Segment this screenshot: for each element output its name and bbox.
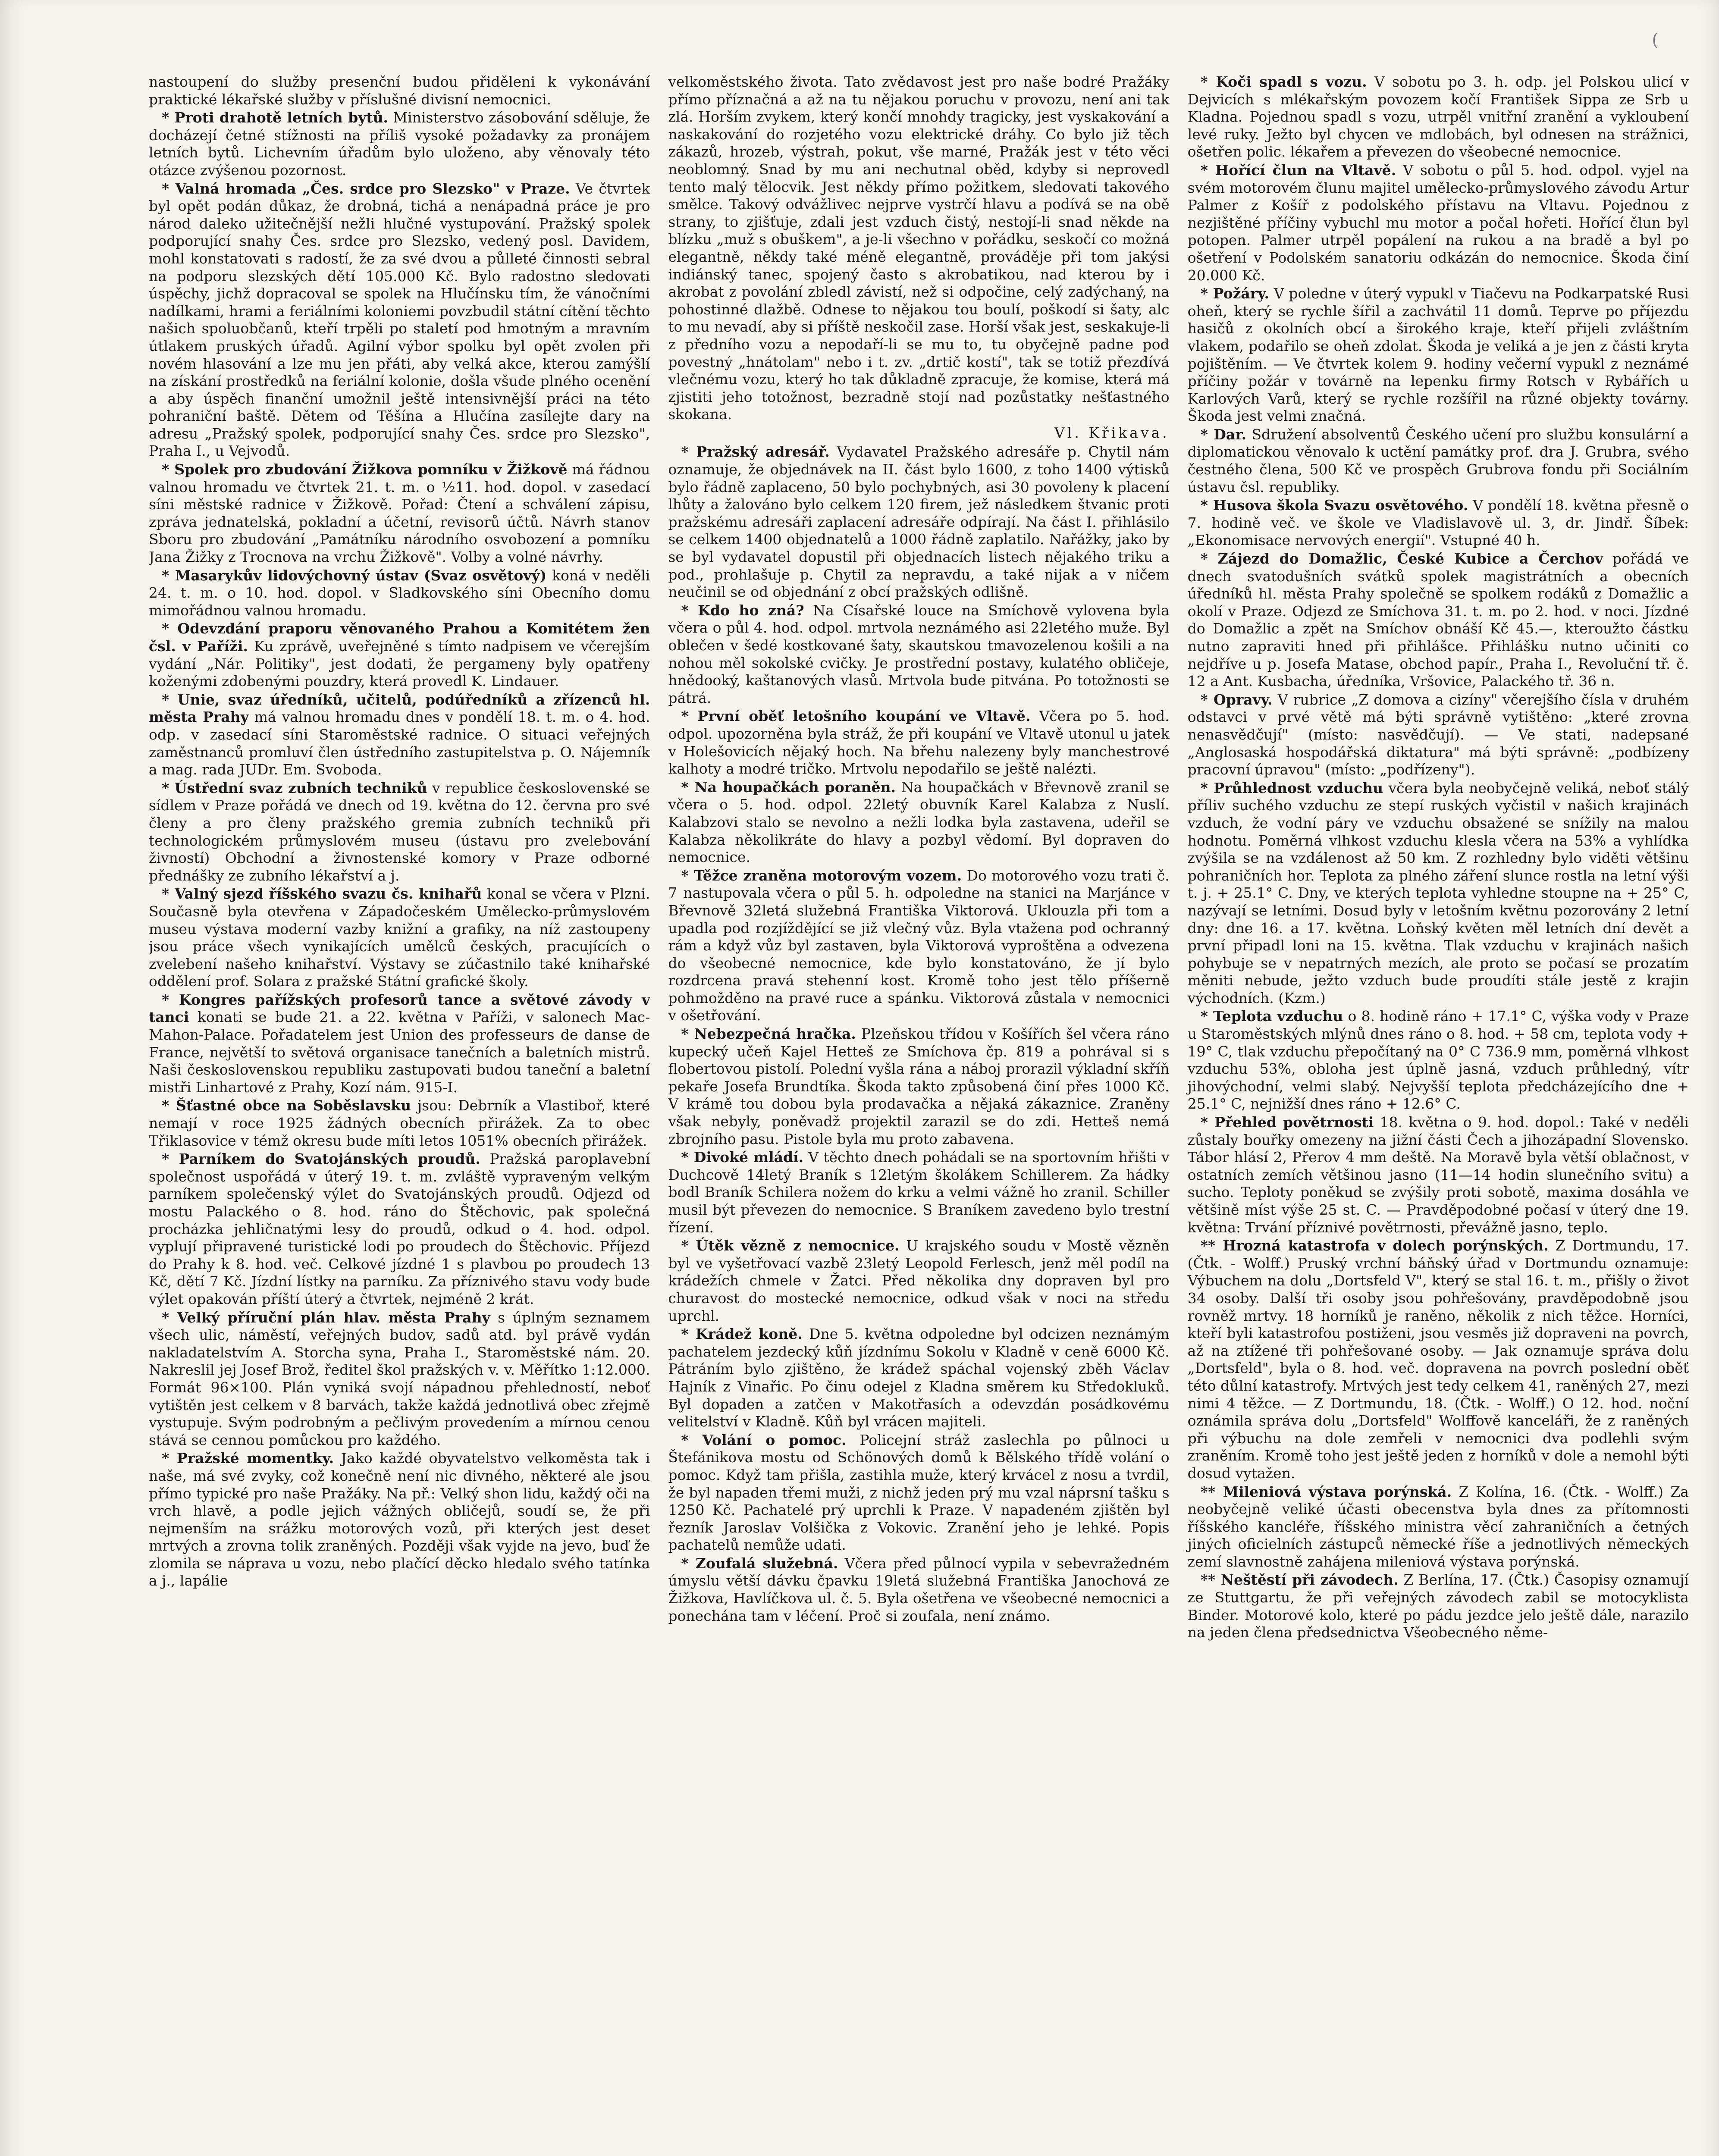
news-item xyxy=(668,1149,1169,1236)
news-item xyxy=(668,1237,1169,1325)
news-item-text: Na houpačkách v Břevnově zranil se včera o 5. hod. odpol. 22letý obuvník Karel Kalabza z Nuslí. Kalabzovi stalo se nevolno a nežli lodka byla zastavena, udeřil se Kalabza několikráte do hlavy a pozbyl vědomí. Byl dopraven do nemocnice. xyxy=(668,778,1170,866)
corner-mark: ( xyxy=(1652,30,1659,50)
news-item-heading: * Opravy. xyxy=(1200,691,1273,708)
news-item-heading: * Valná hromada „Čes. srdce pro Slezsko" v Praze. xyxy=(162,180,570,197)
news-item xyxy=(668,1025,1169,1148)
news-item xyxy=(149,991,650,1097)
news-item-text: Z Berlína, 17. (Čtk.) Časopisy oznamují ze Stuttgartu, že při veřejných závodech zabil se motocyklista Binder. Motorové kolo, které po pádu jezdce jelo ještě dále, narazilo na jeden člena předsednictva Všeobecného něme- xyxy=(1187,1571,1689,1641)
column-1 xyxy=(149,73,650,2156)
news-item-text: Z Kolína, 16. (Čtk. - Wolff.) Za neobyčejně veliké účasti obecenstva byla dnes za přítomnosti říšského kancléře, říšského ministra věcí zahraničních a četných jiných oficielních zástupců německé říše a jednotlivých německých zemí slavnostně zahájena mileniová výstava porýnská. xyxy=(1187,1483,1689,1570)
news-item-heading: ** Mileniová výstava porýnská. xyxy=(1200,1483,1452,1500)
column-3 xyxy=(1185,73,1689,2156)
news-item xyxy=(668,602,1169,707)
news-item-text: Dne 5. května odpoledne byl odcizen neznámým pachatelem jezdecký kůň jízdnímu Sokolu v Kladně v ceně 6000 Kč. Pátráním bylo zjištěno, že krádež spáchal vojenský zběh Václav Hajník z Vinařic. Po činu odejel z Kladna směrem ku Středokluků. Byl dopaden a zatčen v Makotřasích a odevzdán posádkovému velitelství v Kladně. Kůň byl vrácen majiteli. xyxy=(668,1326,1170,1430)
news-item-text: Pražská paroplavební společnost uspořádá v úterý 19. t. m. zvláště vypraveným velkým parníkem společenský výlet do Svatojánských proudů. Odjezd od mostu Palackého o 8. hod. ráno do Štěchovic, pak společná procházka jehličnatými lesy do proudů, odkud o 4. hod. odpol. vyplují připravené turistické lodi po proudech do Štěchovic. Příjezd do Prahy k 8. hod. več. Celkové jízdné 1 s plavbou po proudech 13 Kč, dětí 7 Kč. Jízdní lístky na parníku. Za příznivého stavu vody bude výlet opakován příští úterý a čtvrtek, nejméně 2 krát. xyxy=(149,1150,650,1307)
news-item xyxy=(1188,426,1689,496)
news-item-heading: * Šťastné obce na Soběslavsku xyxy=(162,1097,411,1114)
article-columns xyxy=(149,73,1689,2156)
news-item xyxy=(149,691,650,779)
news-item-text: v republice československé se sídlem v Praze pořádá ve dnech od 19. května do 12. června pro své členy a pro členy pražského gremia zubních techniků při technologickém průmyslovém museu (ústavu pro zvelebování živností) Obchodní a živnostenské komory v Praze odborné přednášky ze zubního lékařství a j. xyxy=(149,779,650,884)
news-item-text: V sobotu o půl 5. hod. odpol. vyjel na svém motorovém člunu majitel umělecko-průmyslového závodu Artur Palmer z Košíř z podolského přístavu na Vltavu. Pojednou z nezjištěné příčiny vybuchl mu motor a počal hořeti. Hořící člun byl potopen. Palmer utrpěl popálení na rukou a na bradě a byl po ošetření v Podolském sanatoriu odkázán do nemocnice. Škoda činí 20.000 Kč. xyxy=(1187,161,1689,284)
news-item-text: V sobotu po 3. h. odp. jel Polskou ulicí v Dejvicích s mlékařským povozem kočí František Sippa ze Srb u Kladna. Pojednou spadl s vozu, utrpěl vnitřní zranění a vykloubení levé ruky. Ježto byl chycen ve mdlobách, byl odnesen na strážnici, ošetřen polic. lékařem a převezen do všeobecné nemocnice. xyxy=(1187,73,1689,160)
news-item-heading: * Na houpačkách poraněn. xyxy=(681,778,896,796)
news-item xyxy=(1188,1008,1689,1113)
news-item-heading: * Spolek pro zbudování Žižkova pomníku v Žižkově xyxy=(162,461,568,478)
news-item-heading: * První oběť letošního koupání ve Vltavě. xyxy=(681,708,1031,725)
news-item xyxy=(149,1450,650,1590)
news-item xyxy=(1188,550,1689,690)
news-item xyxy=(149,1150,650,1308)
news-item-text: V pondělí 18. května přesně o 7. hodině več. ve škole ve Vladislavově ul. 3, dr. Jindř. Šíbek: „Ekonomisace nervových energií". Vstupné 40 h. xyxy=(1187,497,1689,549)
news-item-text: 18. května o 9. hod. dopol.: Také v neděli zůstaly bouřky omezeny na jižní části Čech a jihozápadní Slovensko. Tábor hlásí 2, Přerov 4 mm deště. Na Moravě byla větší oblačnost, v ostatních zemích většinou jasno (11—14 hodin slunečního svitu) a sucho. Teploty poněkud se zvýšily proti sobotě, maxima dosáhla ve většině míst výše 25 st. C. — Pravděpodobné počasí v úterý dne 19. května: Trvání příznivé povětrnosti, převážně jasno, teplo. xyxy=(1187,1114,1689,1236)
news-item xyxy=(149,1097,650,1150)
news-item xyxy=(149,1309,650,1449)
news-item-text: Plzeňskou třídou v Košířích šel včera ráno kupecký učeň Kajel Hetteš ze Smíchova čp. 819 a pohrával si s flobertovou pistolí. Polední vyšla rána a náboj prorazil výkladní skříň pekaře Josefa Brundtíka. Škoda takto způsobená činí přes 1000 Kč. V krámě tou dobou byla prodavačka a nějaká zákaznice. Zraněny však nebyly, poněvadž projektil zarazil se do zdi. Hetteš nemá zbrojního pasu. Pistole byla mu proto zabavena. xyxy=(668,1025,1170,1147)
news-item xyxy=(149,109,650,179)
news-item-text: Včera před půlnocí vypila v sebevražedném úmyslu větší dávku čpavku 19letá služebná Františka Janochová ze Žižkova, Havlíčkova ul. č. 5. Byla ošetřena ve všeobecné nemocnici a ponechána tam v léčení. Proč si zoufala, není známo. xyxy=(668,1554,1170,1624)
news-item xyxy=(1188,780,1689,1007)
column-2 xyxy=(665,73,1169,2156)
news-item-heading: * Unie, svaz úředníků, učitelů, podúředníků a zřízenců hl. města Prahy xyxy=(149,691,650,726)
news-item-heading: * Požáry. xyxy=(1200,285,1270,302)
news-item-text: Ku zprávě, uveřejněné s tímto nadpisem ve včerejším vydání „Nár. Politiky", jest dodati, že pergameny byly opatřeny koženými zdobenými pouzdry, která provedl K. Lindauer. xyxy=(149,638,650,690)
news-item-text: Sdružení absolventů Českého učení pro službu konsulární a diplomatickou věnovalo k uctění památky prof. dra J. Grubra, svého čestného člena, 500 Kč ve prospěch Grubrova fondu při Sociálním ústavu čsl. republiky. xyxy=(1187,426,1689,495)
news-item-heading: * Odevzdání praporu věnovaného Prahou a Komitétem žen čsl. v Paříži. xyxy=(149,620,650,655)
news-item-text: Včera po 5. hod. odpol. upozorněna byla stráž, že při koupání ve Vltavě utonul u jatek v Holešovicích nějaký hoch. Na břehu nalezeny byly manchestrové kalhoty a modré tričko. Mrtvolu nepodařilo se ještě nalézti. xyxy=(668,708,1170,777)
news-item-text: Z Dortmundu, 17. (Čtk. - Wolff.) Pruský vrchní báňský úřad v Dortmundu oznamuje: Výbuchem na dolu „Dortsfeld V", který se stal 16. t. m., přišly o život 34 osoby. Další tři osoby jsou pohřešovány, pravděpodobně jsou rovněž mrtvy. 18 horníků je raněno, několik z nich těžce. Horníci, kteří byli katastrofou postiženi, jsou vesměs již dopraveni na povrch, až na ztížené tři pohřešované osoby. — Jak oznamuje správa dolu „Dortsfeld", byla o 8. hod. več. dopravena na povrch poslední oběť této důlní katastrofy. Mrtvých jest tedy celkem 41, raněných 27, mezi nimi 4 těžce. — Z Dortmundu, 18. (Čtk. - Wolff.) O 12. hod. noční oznámila správa dolu „Dortsfeld" Wolffově kanceláři, že z raněných při výbuchu na dole zemřeli v nemocnici dva podlehli svým zraněním. Kromě toho jest ještě jeden z horníků v dole a nemohl býti dosud vytažen. xyxy=(1187,1237,1689,1482)
news-item-text: Ve čtvrtek byl opět podán důkaz, že drobná, tichá a nenápadná práce je pro národ daleko užitečnější nežli hlučné vystupování. Pražský spolek podporující snahy Čes. srdce pro Slezsko, vedený posl. Davidem, mohl konstatovati s radostí, že za své dvou a půlleté činnosti sebral na podporu slezských dětí 105.000 Kč. Bylo radostno sledovati úspěchy, jichž dopracoval se spolek na Hlučínsku tím, že vánočními nadílkami, hrami a feriálními koloniemi povzbudil státní cítění těchto našich spoluobčanů, kteří trpěli po staletí pod hmotným a mravním útlakem pruských úřadů. Agilní výbor spolku byl opět zvolen při novém hlasování a lze mu jen přáti, aby velká akce, kterou zamýšlí na získání prostředků na feriální kolonie, došla všude plného ocenění a aby úspěch finanční umožnil ještě intensivnější práci na této pohraniční baště. Dětem od Těšína a Hlučína zasílejte dary na adresu „Pražský spolek, podporující snahy Čes. srdce pro Slezsko", Praha I., u Vejvodů. xyxy=(149,180,650,460)
news-item xyxy=(1188,1571,1689,1641)
news-item xyxy=(1188,691,1689,779)
news-item xyxy=(1188,1114,1689,1236)
news-item xyxy=(1188,1483,1689,1571)
news-item xyxy=(149,620,650,690)
news-item-text: o 8. hodině ráno + 17.1° C, výška vody v Praze u Staroměstských mlýnů dnes ráno o 8. hod. + 58 cm, teplota vody + 19° C, tlak vzduchu přepočítaný na 0° C 736.9 mm, poměrná vlhkost vzduchu 53%, obloha jest úplně jasná, vzduch průhledný, vítr jihovýchodní, velmi slabý. Nejvyšší teplota předcházejícího dne + 25.1° C, nejnižší dnes ráno + 12.6° C. xyxy=(1187,1008,1689,1112)
news-item-text: V poledne v úterý vypukl v Tiačevu na Podkarpatské Rusi oheň, který se rychle šířil a zachvátil 11 domů. Teprve po příjezdu hasičů z okolních obcí a širokého kraje, kteří přijeli zvláštním vlakem, podařilo se oheň zdolat. Škoda je veliká a je jen z části kryta pojištěním. — Ve čtvrtek kolem 9. hodiny večerní vypukl z neznámé příčiny požár v továrně na lepenku firmy Rotsch v Rybářích u Karlových Varů, který se rychle rozšířil na různé objekty továrny. Škoda jest velmi značná. xyxy=(1187,285,1689,425)
news-item xyxy=(668,867,1169,1025)
news-item-heading: * Ústřední svaz zubních techniků xyxy=(162,779,427,796)
news-item-text: pořádá ve dnech svatodušních svátků spolek magistrátních a obecních úředníků hl. města Prahy společně se spolkem rodáků z Domažlic a okolí v Praze. Odjezd ze Smíchova 31. t. m. po 2. hod. v noci. Jízdné do Domažlic a zpět na Smíchov obnáší Kč 45.—, kteroužto částku nutno zapraviti hned při přihlášce. Přihlášku nutno učiniti co nejdříve u p. Josefa Matase, obchod papír., Praha I., Revoluční tř. č. 12 a Ant. Kusbacha, úředníka, Vršovice, Palackého tř. 36 n. xyxy=(1187,550,1689,690)
news-item-heading: * Valný sjezd říšského svazu čs. knihařů xyxy=(162,885,482,903)
news-item xyxy=(668,1555,1169,1625)
news-item xyxy=(668,1432,1169,1554)
news-item-text: konal se včera v Plzni. Současně byla otevřena v Západočeském Umělecko-průmyslovém museu výstava moderní vazby knižní a grafiky, na níž zastoupeny jsou práce všech vynikajících umělců českých, pracujících o zvelebení našeho knihařství. Výstavy se zúčastnilo také knihařské oddělení prof. Solara z pražské Státní grafické školy. xyxy=(149,885,650,990)
news-item-text: U krajského soudu v Mostě vězněn byl ve vyšetřovací vazbě 23letý Leopold Ferlesch, jenž měl podíl na krádežích chmele v Žatci. Před několika dny dopraven byl pro churavost do mostecké nemocnice, odkud však v noci na středu uprchl. xyxy=(668,1237,1170,1324)
news-item-heading: * Hořící člun na Vltavě. xyxy=(1200,161,1396,179)
news-item xyxy=(1188,73,1689,161)
news-item-heading: * Zájezd do Domažlic, České Kubice a Čerchov xyxy=(1200,550,1603,567)
news-item-text: Jako každé obyvatelstvo velkoměsta tak i naše, má své zvyky, což konečně není nic divného, některé ale jsou přímo typické pro naše Pražáky. Na př.: Velký shon lidu, každý oči na vrch hlavě, a podle jejich vážných obličejů, soudí se, že při nejmenším na srážku motorových vozů, při kterých jest deset mrtvých a zrovna tolik zraněných. Později však vyjde na jevo, buď že zlomila se náprava u vozu, nebo plačící děcko hledalo svého tatínka a j., lapálie xyxy=(149,1450,650,1589)
news-item-text: V rubrice „Z domova a cizíny" včerejšího čísla v druhém odstavci v prvé větě má býti správně vytištěno: „které zrovna nenasvědčují" (místo: nasvědčují). — Ve stati, nadepsané „Anglosaská hospodářská diktatura" má býti správně: „podbízeny pracovní úpravou" (místo: „podřízeny"). xyxy=(1187,691,1689,778)
news-item-text: nastoupení do služby presenční budou přiděleni k vykonávání praktické lékařské služby v příslušné divisní nemocnici. xyxy=(149,73,650,108)
news-item-text: Policejní stráž zaslechla po půlnoci u Štefánikova mostu od Schönových domů k Bělského třídě volání o pomoc. Když tam přišla, zastihla muže, který krvácel z nosu a tvrdil, že byl napaden třemi muži, z nichž jeden prý mu vzal náprsní tašku s 1250 Kč. Pachatelé prý uprchli k Praze. V napadeném zjištěn byl řezník Jaroslav Volšička z Vokovic. Zranění jeho je lehké. Popis pachatelů nemůže udati. xyxy=(668,1431,1170,1554)
news-item xyxy=(1188,1237,1689,1482)
news-item-heading: * Koči spadl s vozu. xyxy=(1200,73,1367,90)
news-item-text: velkoměstského života. Tato zvědavost jest pro naše bodré Pražáky přímo příznačná a až na tu nějakou poruchu v provozu, není ani tak zlá. Horším zvykem, který končí mnohdy tragicky, jest vyskakování a naskakování do rozjetého vozu elektrické dráhy. Co bylo již těch zákazů, hrozeb, výstrah, pokut, vše marné, Pražák jest v této věci neoblomný. Snad by mu ani nechutnal oběd, kdyby si neprovedl tento malý tělocvik. Jest někdy přímo požitkem, sledovati takového smělce. Takový odvážlivec nejprve vystrčí hlavu a podívá se na obě strany, to zjišťuje, zdali jest vzduch čistý, nestojí-li snad někde na blízku „muž s obuškem", a je-li všechno v pořádku, seskočí co možná elegantně, někdy také méně elegantně, prováděje při tom jakýsi indiánský tanec, spojený často s akrobatikou, nad kterou by i akrobat z povolání zbledl závistí, než si odpočine, celý zadýchaný, na pohostinné dlažbě. Odnese to nějakou tou boulí, poškodí si šaty, alc to mu nevadí, aby si příště neskočil zase. Horší však jest, seskakuje-li z předního vozu a nepodaří-li se mu to, tu obyčejně padne pod povestný „hnátolam" nebo i t. zv. „drtič kostí", tak se totiž přezdívá vlečnému vozu, který ho tak důkladně zpracuje, že komise, která má zjistiti jeho totožnost, bezradně stojí nad pozůstatky nešťastného skokana. xyxy=(668,73,1170,423)
news-item-heading: * Krádež koně. xyxy=(681,1326,803,1343)
news-item-heading: * Husova škola Svazu osvětového. xyxy=(1200,497,1468,514)
news-item-text: Ministerstvo zásobování sděluje, že docházejí četné stížnosti na příliš vysoké požadavky za pronájem letních bytů. Lichevním úřadům bylo uloženo, aby věnovaly této otázce zvýšenou pozornost. xyxy=(149,109,650,179)
news-item-heading: * Přehled povětrnosti xyxy=(1200,1114,1374,1131)
news-item-heading: * Útěk vězně z nemocnice. xyxy=(681,1237,900,1254)
news-item-heading: * Kdo ho zná? xyxy=(681,602,804,619)
news-item xyxy=(149,885,650,990)
author-signature xyxy=(668,424,1169,442)
news-item-heading: * Masarykův lidovýchovný ústav (Svaz osvětový) xyxy=(162,567,547,584)
news-item-heading: * Pražské momentky. xyxy=(162,1450,334,1467)
news-item-heading: * Dar. xyxy=(1200,426,1247,443)
news-item xyxy=(668,708,1169,777)
news-item xyxy=(149,567,650,620)
news-item-text: Vydavatel Pražského adresáře p. Chytil nám oznamuje, že objednávek na II. část bylo 1600, z toho 1400 výtisků bylo řádně zaplaceno, 50 bylo pochybných, asi 30 povoleny k placení lhůty a žalováno bylo celkem 120 firem, jež následkem štvanic proti pražskému adresáři zaplacení adresáře odpírají. Na část I. přihlásilo se celkem 1400 objednatelů a 1000 řádně zaplatilo. Nařážky, jako by se byl vydavatel dopustil při objednacích listech nějakého triku a pod., prohlašuje p. Chytil za nepravdu, a také nijak a v ničem neučinil se od objednání z obcí pražských odlišně. xyxy=(668,443,1170,601)
news-item-heading: * Parníkem do Svatojánských proudů. xyxy=(162,1150,480,1168)
news-item xyxy=(1188,285,1689,425)
news-item xyxy=(668,73,1169,423)
news-item-heading: * Zoufalá služebná. xyxy=(681,1554,838,1572)
news-item-text: má valnou hromadu dnes v pondělí 18. t. m. o 4. hod. odp. v zasedací síni Staroměstské radnice. O situaci veřejných zaměstnanců promluví člen ústředního zastupitelstva p. O. Nájemník a mag. rada JUDr. Em. Svoboda. xyxy=(149,708,650,778)
news-item-text: má řádnou valnou hromadu ve čtvrtek 21. t. m. o ½11. hod. dopol. v zasedací síni městské radnice v Žižkově. Pořad: Čtení a schválení zápisu, zpráva jednatelská, pokladní a účetní, revisorů účtů. Návrh stanov Sboru pro zbudování „Památníku národního osvobození a pomníku Jana Žižky z Trocnova na vrchu Žižkově". Volby a volné návrhy. xyxy=(149,461,650,566)
news-item-heading: * Těžce zraněna motorovým vozem. xyxy=(681,867,962,884)
news-item-text: Do motorového vozu trati č. 7 nastupovala včera o půl 5. h. odpoledne na stanici na Marjánce v Břevnově 32letá služebná Františka Viktorová. Uklouzla při tom a upadla pod rozjíždějící se již vlečný vůz. Byla vtažena pod ochranný rám a když vůz byl zastaven, byla Viktorová vyproštěna a odvezena do všeobecné nemocnice, kde bylo konstatováno, že jí bylo rozdrcena pravá stehenní kost. Kromě toho jest tělo příšerně pohmožděno na pravé ruce a spánku. Viktorová zůstala v nemocnici v ošetřování. xyxy=(668,867,1170,1024)
news-item-heading: * Velký příruční plán hlav. města Prahy xyxy=(162,1309,490,1326)
news-item-text: včera byla neobyčejně veliká, neboť stálý příliv suchého vzduchu ze stepí ruských vyčistil v našich krajinách vzduch, že vodní páry ve vzduchu obsažené se snížily na malou hodnotu. Poměrná vlhkost vzduchu klesla včera na 53% a vyhlídka zvýšila se na vzdálenost až 50 km. Z rozhledny bylo viděti většinu pohraničních hor. Teplota za plného záření slunce rostla na letní výši t. j. + 25.1° C. Dny, ve kterých teplota vyhledne stoupne na + 25° C, nazývají se letními. Dosud byly v letošním květnu pozorovány 2 letní dny: dne 16. a 17. května. Loňský květen měl letních dní devět a první připadl loni na 15. května. Tlak vzduchu v krajinách našich pohybuje se v nepatrných mezích, ale proto se počasí se prozatím měniti nebude, ježto vzduch bude proudíti stále jestě z krajin východních. (Kzm.) xyxy=(1187,779,1689,1006)
news-item-heading: * Průhlednost vzduchu xyxy=(1200,779,1383,796)
news-item xyxy=(149,73,650,108)
news-item xyxy=(149,180,650,461)
news-item-heading: ** Neštěstí při závodech. xyxy=(1200,1571,1399,1589)
news-item-heading: ** Hrozná katastrofa v dolech porýnských. xyxy=(1200,1237,1549,1254)
news-item-text: Vl. Křikava. xyxy=(1054,424,1170,441)
news-item xyxy=(1188,162,1689,284)
news-item-text: V těchto dnech pohádali se na sportovním hřišti v Duchcově 14letý Braník s 12letým školákem Schillerem. Za hádky bodl Braník Schilera nožem do krku a velmi vážně ho zranil. Schiller musil být převezen do nemocnice. S Braníkem zavedeno bylo trestní řízení. xyxy=(668,1149,1170,1236)
news-item xyxy=(149,461,650,566)
news-item-text: Na Císařské louce na Smíchově vylovena byla včera o půl 4. hod. odpol. mrtvola neznámého asi 22letého muže. Byl oblečen v šedé kostkované šaty, skautskou tmavozelenou košili a na nohou měl sokolské cvičky. Je prostřední postavy, kulatého obličeje, hnědooký, kaštanových vlasů. Mrtvola bude pitvána. Po totožnosti se pátrá. xyxy=(668,602,1170,706)
news-item xyxy=(668,779,1169,866)
news-item-heading: * Divoké mládí. xyxy=(681,1149,804,1166)
news-item-heading: * Pražský adresář. xyxy=(681,443,830,461)
news-item-heading: * Nebezpečná hračka. xyxy=(681,1025,856,1043)
news-item-heading: * Proti drahotě letních bytů. xyxy=(162,109,389,126)
news-item xyxy=(1188,497,1689,549)
news-item-heading: * Kongres pařížských profesorů tance a světové závody v tanci xyxy=(149,991,650,1026)
news-item-text: s úplným seznamem všech ulic, náměstí, veřejných budov, sadů atd. byl právě vydán nakladatelstvím A. Storcha syna, Praha I., Staroměstské nám. 20. Nakreslil jej Josef Brož, ředitel škol pražských v. v. Měřítko 1:12.000. Formát 96×100. Plán vyniká svojí nápadnou přehledností, neboť vytištěn jest celkem v 8 barvách, takže každá jednotlivá obec zřejmě vystupuje. Svým podrobným a pečlivým provedením a mírnou cenou stává se cennou pomůckou pro každého. xyxy=(149,1309,650,1448)
news-item-text: jsou: Debrník a Vlastiboř, které nemají v roce 1925 žádných obecních přirážek. Za to obec Třiklasovice v témž okresu bude míti letos 1051% obecních přirážek. xyxy=(149,1097,650,1149)
news-item xyxy=(668,1326,1169,1431)
news-item xyxy=(668,443,1169,601)
news-item xyxy=(149,780,650,885)
news-item-text: konati se bude 21. a 22. května v Paříži, v salonech Mac-Mahon-Palace. Pořadatelem jest Union des professeurs de danse de France, největší to světová organisace tanečních a baletních mistrů. Naši československou republiku zastupovati budou taneční a baletní mistři Linhartové z Prahy, Kozí nám. 915-I. xyxy=(149,1009,650,1096)
news-item-heading: * Teplota vzduchu xyxy=(1200,1008,1343,1025)
news-item-heading: * Volání o pomoc. xyxy=(681,1431,847,1448)
news-item-text: koná v neděli 24. t. m. o 10. hod. dopol. v Sladkovského síni Obecního domu mimořádnou valnou hromadu. xyxy=(149,567,650,619)
